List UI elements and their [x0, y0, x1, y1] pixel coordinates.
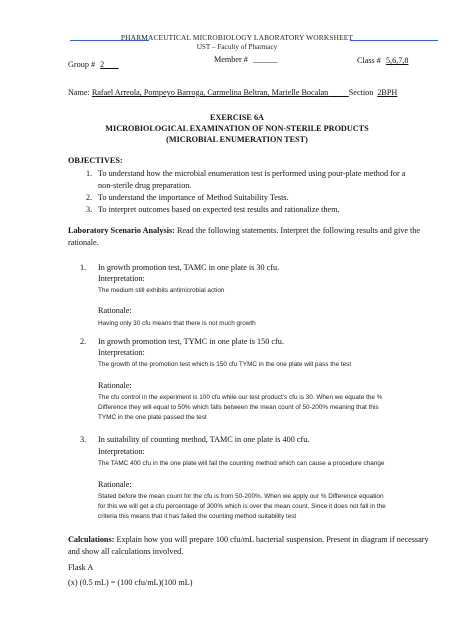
section-label: Section [348, 88, 374, 97]
question-number: 1. [80, 263, 87, 272]
interpretation-label: Interpretation: [98, 447, 145, 456]
calculations-instruction [68, 535, 429, 544]
exercise-title-line1: MICROBIOLOGICAL EXAMINATION OF NON-STERILE PRODUCTS [105, 124, 369, 133]
rationale-label: Rationale: [98, 480, 132, 489]
rationale-answer: Stated before the mean count for the cfu is from 50-200%. When we apply our % Difference equation [98, 493, 384, 500]
member-label: Member # [214, 55, 248, 64]
rationale-answer: Having only 30 cfu means that there is not much growth [98, 320, 256, 327]
interpretation-answer: The growth of the promotion test which is 150 cfu TYMC in the one plate will pass the test [98, 361, 352, 368]
objective-text: To understand how the microbial enumeration test is performed using pour-plate method for a [98, 169, 406, 178]
class-value: 5,6,7,8 [385, 56, 409, 65]
objective-text: To understand the importance of Method Suitability Tests. [98, 193, 289, 202]
question-number: 3. [80, 435, 87, 444]
scenario-text: rationale. [68, 238, 99, 247]
calculations-text: Explain how you will prepare 100 cfu/mL bacterial suspension. Present in diagram if necessary [114, 535, 429, 544]
class-label: Class # [357, 56, 381, 65]
calculations-heading: Calculations: [68, 535, 115, 544]
worksheet-title: PHARMACEUTICAL MICROBIOLOGY LABORATORY WORKSHEET [120, 33, 354, 42]
question-number: 2. [80, 337, 87, 346]
question-text: In growth promotion test, TAMC in one plate is 30 cfu. [98, 263, 280, 272]
scenario-instruction [68, 226, 420, 235]
group-field [68, 60, 119, 69]
objective-number: 3. [86, 205, 93, 214]
rationale-answer: TYMC in the one plate passed the test [98, 414, 207, 421]
rationale-label: Rationale: [98, 306, 132, 315]
name-row [68, 88, 397, 97]
name-label: Name: [68, 88, 90, 97]
calculations-text: and show all calculations involved. [68, 547, 184, 556]
objective-number: 1. [86, 169, 93, 178]
interpretation-answer: The medium still exhibits antimicrobial action [98, 287, 225, 294]
objective-number: 2. [86, 193, 93, 202]
question-text: In suitability of counting method, TAMC in one plate is 400 cfu. [98, 435, 310, 444]
group-value: 2 [100, 60, 105, 69]
objective-text: To interpret outcomes based on expected test results and rationalize them. [98, 205, 340, 214]
interpretation-label: Interpretation: [98, 274, 145, 283]
name-value: Rafael Arreola, Pompeyo Barroga, Carmelina Beltran, Marielle Bocalan [91, 88, 329, 97]
objectives-heading: OBJECTIVES: [68, 156, 123, 165]
faculty-subtitle: UST – Faculty of Pharmacy [196, 43, 278, 51]
member-field [214, 55, 278, 64]
interpretation-answer: The TAMC 400 cfu in the one plate will fail the counting method which can cause a procedure change [98, 460, 385, 467]
group-label: Group # [68, 60, 96, 69]
objective-text: non-sterile drug preparation. [98, 181, 192, 190]
rationale-answer: Difference they will equal to 50% which falls between the mean count of 50-200% meaning that this [98, 404, 379, 411]
scenario-text: Read the following statements. Interpret the following results and give the [174, 226, 421, 235]
flask-label: Flask A [68, 563, 94, 572]
exercise-title-line2: (MICROBIAL ENUMERATION TEST) [166, 135, 308, 144]
question-text: In growth promotion test, TYMC in one plate is 150 cfu. [98, 337, 284, 346]
scenario-heading: Laboratory Scenario Analysis: [68, 226, 175, 235]
class-field [357, 56, 408, 65]
rationale-answer: The cfu control in the experiment is 100 cfu while our test product’s cfu is 30. When we equate the % [98, 394, 383, 401]
section-value: 2BPH [377, 88, 398, 97]
rationale-label: Rationale: [98, 381, 132, 390]
exercise-number: EXERCISE 6A [210, 113, 264, 122]
member-value: ______ [252, 55, 278, 64]
rationale-answer: criteria this means that it has failed the counting method suitability test [98, 513, 297, 520]
name-underline [328, 88, 348, 97]
interpretation-label: Interpretation: [98, 348, 145, 357]
rationale-answer: for this we will get a cfu percentage of 300% which is over the mean count. Since it does not fall in the [98, 503, 386, 510]
flask-equation: (x) (0.5 mL) = (100 cfu/mL)(100 mL) [68, 578, 193, 587]
